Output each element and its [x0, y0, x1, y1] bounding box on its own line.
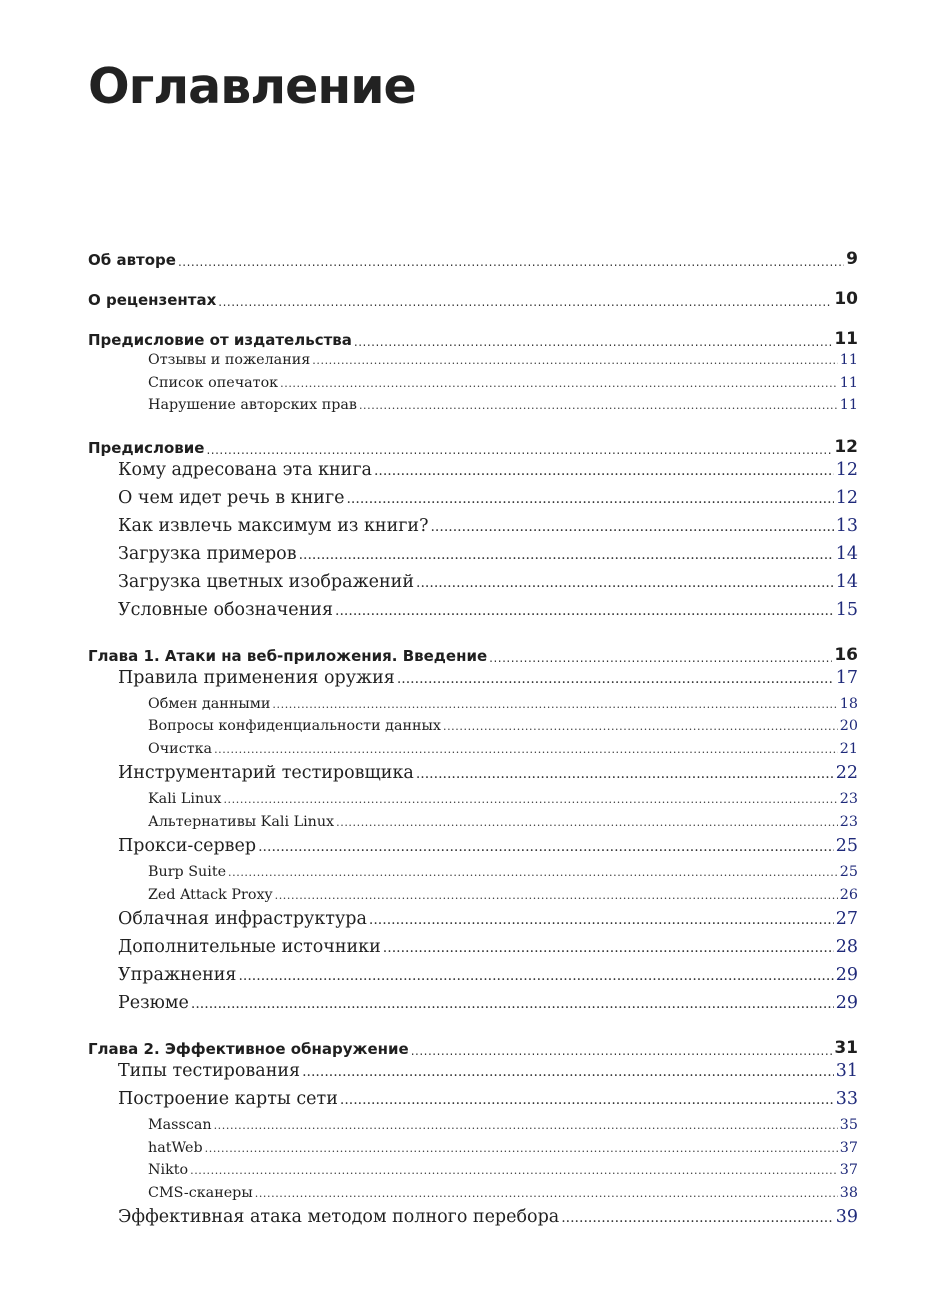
dot-leader	[191, 996, 834, 1012]
dot-leader	[383, 940, 834, 956]
toc-entry-level-2[interactable]	[88, 965, 858, 993]
toc-entry-page-number: 20	[839, 718, 858, 734]
toc-entry-page-number: 17	[835, 667, 858, 688]
toc-entry-page-number: 26	[839, 886, 858, 903]
toc-entry-page-number: 25	[835, 836, 858, 856]
toc-entry-page-number: 14	[835, 543, 858, 564]
toc-entry-page-number: 16	[834, 644, 858, 665]
toc-entry-level-3[interactable]	[88, 1117, 858, 1140]
toc-entry-title: Упражнения	[118, 965, 237, 985]
toc-entry-title: Облачная инфраструктура	[118, 909, 367, 929]
toc-entry-title: Дополнительные источники	[118, 937, 381, 957]
toc-entry-page-number: 13	[835, 515, 858, 536]
toc-entry-level-2[interactable]	[88, 909, 858, 937]
dot-leader	[206, 443, 832, 457]
toc-entry-level-3[interactable]	[88, 864, 858, 887]
dot-leader	[443, 720, 838, 733]
toc-entry-level-1[interactable]	[88, 236, 858, 272]
toc-entry-level-2[interactable]	[88, 668, 858, 696]
toc-entry-title: Предисловие от издательства	[88, 331, 352, 349]
toc-entry-title: Burp Suite	[148, 864, 227, 880]
dot-leader	[374, 463, 834, 479]
toc-entry-page-number: 11	[839, 374, 858, 391]
toc-entry-page-number: 25	[839, 864, 858, 880]
toc-entry-title: Загрузка цветных изображений	[118, 571, 415, 592]
toc-entry-page-number: 11	[834, 329, 858, 349]
toc-entry-level-1[interactable]	[88, 1025, 858, 1061]
dot-leader	[312, 354, 838, 367]
toc-entry-title: Загрузка примеров	[118, 543, 297, 564]
toc-entry-title: Глава 1. Атаки на веб-приложения. Введение	[88, 646, 488, 665]
toc-entry-level-3[interactable]	[88, 352, 858, 375]
toc-entry-title: Вопросы конфиденциальности данных	[148, 718, 441, 734]
dot-leader	[416, 575, 834, 591]
toc-entry-page-number: 11	[839, 352, 858, 368]
toc-entry-title: Обмен данными	[148, 695, 271, 712]
toc-entry-page-number: 12	[835, 459, 858, 480]
dot-leader	[336, 816, 838, 829]
dot-leader	[430, 519, 833, 535]
dot-leader	[561, 1210, 834, 1226]
page-title: Оглавление	[88, 58, 416, 115]
toc-entry-level-3[interactable]	[88, 1185, 858, 1208]
toc-entry-page-number: 12	[835, 487, 858, 508]
toc-entry-title: Предисловие	[88, 438, 205, 457]
toc-entry-level-3[interactable]	[88, 375, 858, 398]
toc-entry-level-2[interactable]	[88, 460, 858, 488]
dot-leader	[258, 839, 834, 855]
toc-entry-page-number: 15	[835, 599, 858, 620]
toc-entry-level-2[interactable]	[88, 1061, 858, 1089]
toc-entry-title: Резюме	[118, 993, 189, 1013]
dot-leader	[272, 698, 837, 711]
toc-entry-page-number: 37	[839, 1139, 858, 1156]
toc-entry-page-number: 18	[839, 695, 858, 712]
toc-entry-title: Нарушение авторских прав	[148, 397, 357, 413]
toc-entry-page-number: 27	[835, 909, 858, 929]
toc-entry-page-number: 9	[846, 249, 858, 269]
dot-leader	[340, 1092, 834, 1108]
dot-leader	[299, 547, 834, 563]
dot-leader	[416, 766, 834, 782]
toc-entry-level-2[interactable]	[88, 763, 858, 791]
toc-entry-title: Список опечаток	[148, 374, 279, 391]
dot-leader	[359, 399, 838, 412]
toc-entry-level-3[interactable]	[88, 1140, 858, 1163]
toc-entry-page-number: 33	[835, 1089, 858, 1109]
toc-entry-level-2[interactable]	[88, 516, 858, 544]
toc-entry-level-3[interactable]	[88, 718, 858, 741]
toc-entry-page-number: 28	[835, 937, 858, 957]
dot-leader	[411, 1044, 833, 1058]
toc-entry-level-2[interactable]	[88, 600, 858, 628]
toc-entry-page-number: 38	[839, 1184, 858, 1201]
toc-entry-title: Условные обозначения	[118, 599, 334, 620]
toc-entry-page-number: 21	[839, 740, 858, 757]
toc-entry-level-3[interactable]	[88, 741, 858, 764]
dot-leader	[369, 912, 834, 928]
toc-entry-page-number: 31	[835, 1061, 858, 1081]
toc-entry-title: Инструментарий тестировщика	[118, 763, 414, 783]
dot-leader	[190, 1164, 838, 1177]
toc-entry-page-number: 29	[835, 993, 858, 1013]
toc-entry-level-3[interactable]	[88, 814, 858, 837]
toc-entry-title: Альтернативы Kali Linux	[148, 813, 335, 830]
toc-entry-title: Прокси-сервер	[118, 836, 257, 856]
toc-entry-title: Nikto	[148, 1162, 189, 1178]
toc-entry-level-2[interactable]	[88, 1089, 858, 1117]
toc-entry-page-number: 31	[834, 1038, 858, 1058]
dot-leader	[275, 889, 838, 902]
table-of-contents	[88, 236, 858, 1235]
toc-entry-level-3[interactable]	[88, 1162, 858, 1185]
dot-leader	[354, 335, 832, 349]
dot-leader	[218, 295, 832, 309]
toc-entry-level-2[interactable]	[88, 937, 858, 965]
toc-entry-title: Типы тестирования	[118, 1061, 301, 1081]
dot-leader	[397, 671, 834, 687]
toc-entry-title: Глава 2. Эффективное обнаружение	[88, 1040, 409, 1058]
toc-entry-title: Очистка	[148, 740, 213, 757]
toc-entry-level-2[interactable]	[88, 836, 858, 864]
dot-leader	[489, 651, 832, 665]
toc-entry-level-1[interactable]	[88, 632, 858, 668]
toc-entry-title: Отзывы и пожелания	[148, 352, 311, 368]
toc-entry-title: О рецензентах	[88, 291, 217, 309]
toc-entry-level-2[interactable]	[88, 1207, 858, 1235]
toc-entry-title: Правила применения оружия	[118, 667, 395, 688]
toc-entry-page-number: 14	[835, 571, 858, 592]
toc-entry-page-number: 29	[835, 965, 858, 985]
dot-leader	[228, 866, 838, 879]
toc-entry-page-number: 23	[839, 813, 858, 830]
toc-entry-page-number: 22	[835, 763, 858, 783]
toc-entry-title: Zed Attack Proxy	[148, 886, 273, 903]
dot-leader	[346, 491, 833, 507]
dot-leader	[302, 1064, 834, 1080]
dot-leader	[335, 603, 834, 619]
toc-entry-title: Построение карты сети	[118, 1089, 338, 1109]
toc-entry-level-3[interactable]	[88, 397, 858, 420]
dot-leader	[255, 1187, 838, 1200]
toc-entry-page-number: 11	[839, 397, 858, 413]
toc-entry-title: Об авторе	[88, 251, 176, 269]
toc-entry-title: Кому адресована эта книга	[118, 459, 372, 480]
dot-leader	[214, 1119, 838, 1132]
dot-leader	[178, 255, 844, 269]
toc-entry-title: Kali Linux	[148, 791, 222, 807]
toc-entry-title: О чем идет речь в книге	[118, 487, 345, 508]
toc-entry-level-2[interactable]	[88, 993, 858, 1021]
toc-entry-level-3[interactable]	[88, 696, 858, 719]
dot-leader	[223, 793, 837, 806]
dot-leader	[238, 968, 833, 984]
toc-entry-page-number: 37	[839, 1162, 858, 1178]
toc-entry-title: Эффективная атака методом полного перебора	[118, 1207, 560, 1227]
dot-leader	[214, 743, 838, 756]
toc-entry-title: Masscan	[148, 1117, 212, 1133]
toc-entry-level-2[interactable]	[88, 488, 858, 516]
dot-leader	[280, 377, 838, 390]
toc-entry-page-number: 35	[839, 1117, 858, 1133]
dot-leader	[205, 1142, 838, 1155]
toc-entry-page-number: 10	[834, 289, 858, 309]
toc-entry-title: Как извлечь максимум из книги?	[118, 515, 429, 536]
toc-entry-level-2[interactable]	[88, 544, 858, 572]
toc-entry-level-3[interactable]	[88, 791, 858, 814]
toc-entry-page-number: 12	[834, 436, 858, 457]
toc-entry-level-1[interactable]	[88, 316, 858, 352]
toc-entry-level-3[interactable]	[88, 887, 858, 910]
toc-entry-page-number: 23	[839, 791, 858, 807]
toc-entry-title: CMS-сканеры	[148, 1184, 253, 1201]
toc-entry-page-number: 39	[835, 1207, 858, 1227]
toc-entry-level-2[interactable]	[88, 572, 858, 600]
toc-entry-level-1[interactable]	[88, 424, 858, 460]
toc-entry-title: hatWeb	[148, 1139, 203, 1156]
toc-entry-level-1[interactable]	[88, 276, 858, 312]
